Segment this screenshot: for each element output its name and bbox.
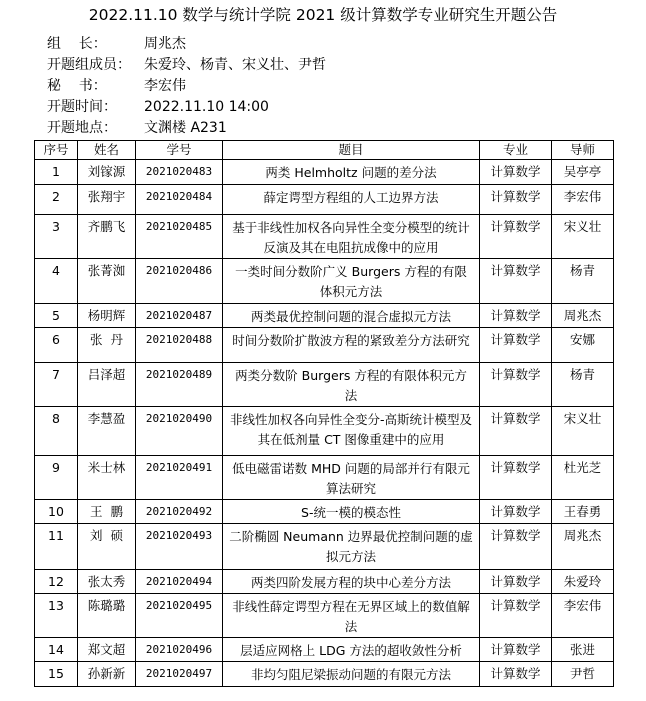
cell-name: 李慧盈 (78, 407, 136, 456)
cell-no: 14 (35, 638, 78, 662)
cell-id: 2021020489 (136, 363, 223, 407)
table-row (35, 662, 614, 687)
cell-no: 15 (35, 662, 78, 687)
table-row (35, 328, 614, 363)
header-no: 序号 (35, 141, 78, 160)
table-row (35, 456, 614, 500)
cell-no: 4 (35, 259, 78, 304)
cell-name: 张 丹 (78, 328, 136, 363)
cell-id: 2021020492 (136, 500, 223, 524)
cell-advisor: 吴亭亭 (552, 160, 614, 185)
header-advisor: 导师 (552, 141, 614, 160)
cell-advisor: 尹哲 (552, 662, 614, 687)
cell-name: 张翔宇 (78, 185, 136, 215)
cell-name: 陈璐璐 (78, 594, 136, 638)
cell-major: 计算数学 (480, 594, 552, 638)
table-row (35, 363, 614, 407)
cell-id: 2021020496 (136, 638, 223, 662)
cell-topic: 两类四阶发展方程的块中心差分方法 (223, 570, 480, 594)
cell-id: 2021020497 (136, 662, 223, 687)
cell-advisor: 宋义壮 (552, 215, 614, 259)
info-row-leader (47, 34, 186, 54)
cell-id: 2021020495 (136, 594, 223, 638)
cell-topic: 基于非线性加权各向异性全变分模型的统计反演及其在电阻抗成像中的应用 (223, 215, 480, 259)
cell-advisor: 李宏伟 (552, 594, 614, 638)
cell-advisor: 杨青 (552, 363, 614, 407)
cell-topic: 两类 Helmholtz 问题的差分法 (223, 160, 480, 185)
table-row (35, 570, 614, 594)
cell-id: 2021020484 (136, 185, 223, 215)
cell-advisor: 周兆杰 (552, 524, 614, 570)
cell-id: 2021020493 (136, 524, 223, 570)
cell-name: 刘 硕 (78, 524, 136, 570)
cell-advisor: 朱爱玲 (552, 570, 614, 594)
cell-id: 2021020485 (136, 215, 223, 259)
cell-topic: 一类时间分数阶广义 Burgers 方程的有限体积元方法 (223, 259, 480, 304)
table-row (35, 304, 614, 328)
cell-name: 张太秀 (78, 570, 136, 594)
cell-major: 计算数学 (480, 456, 552, 500)
info-label: 开题组成员： (47, 57, 131, 73)
cell-major: 计算数学 (480, 259, 552, 304)
table-row (35, 638, 614, 662)
cell-advisor: 李宏伟 (552, 185, 614, 215)
cell-major: 计算数学 (480, 328, 552, 363)
info-row-members (47, 55, 326, 75)
info-value: 李宏伟 (144, 78, 186, 94)
cell-no: 6 (35, 328, 78, 363)
cell-major: 计算数学 (480, 662, 552, 687)
info-value: 朱爱玲、杨青、宋义壮、尹哲 (144, 57, 326, 73)
table-row (35, 500, 614, 524)
table-row (35, 215, 614, 259)
cell-topic: 两类最优控制问题的混合虚拟元方法 (223, 304, 480, 328)
cell-name: 郑文超 (78, 638, 136, 662)
table-row (35, 594, 614, 638)
cell-name: 王 鹏 (78, 500, 136, 524)
cell-name: 孙新新 (78, 662, 136, 687)
cell-id: 2021020490 (136, 407, 223, 456)
cell-name: 齐鹏飞 (78, 215, 136, 259)
cell-no: 3 (35, 215, 78, 259)
cell-advisor: 安娜 (552, 328, 614, 363)
cell-no: 12 (35, 570, 78, 594)
cell-topic: 两类分数阶 Burgers 方程的有限体积元方法 (223, 363, 480, 407)
info-label: 开题时间： (47, 99, 117, 115)
table-row (35, 259, 614, 304)
cell-no: 8 (35, 407, 78, 456)
cell-no: 5 (35, 304, 78, 328)
cell-major: 计算数学 (480, 363, 552, 407)
cell-major: 计算数学 (480, 304, 552, 328)
header-id: 学号 (136, 141, 223, 160)
cell-major: 计算数学 (480, 160, 552, 185)
cell-topic: 非均匀阻尼梁振动问题的有限元方法 (223, 662, 480, 687)
table-header-row (35, 141, 614, 160)
cell-major: 计算数学 (480, 215, 552, 259)
cell-id: 2021020488 (136, 328, 223, 363)
cell-name: 刘镓源 (78, 160, 136, 185)
info-label: 开题地点： (47, 120, 117, 136)
cell-advisor: 杜光芝 (552, 456, 614, 500)
page-title: 2022.11.10 数学与统计学院 2021 级计算数学专业研究生开题公告 (88, 6, 558, 24)
table-row (35, 185, 614, 215)
cell-topic: 非线性加权各向异性全变分-高斯统计模型及其在低剂量 CT 图像重建中的应用 (223, 407, 480, 456)
cell-topic: S-统一模的模态性 (223, 500, 480, 524)
header-topic: 题目 (223, 141, 480, 160)
cell-advisor: 宋义壮 (552, 407, 614, 456)
cell-topic: 时间分数阶扩散波方程的紧致差分方法研究 (223, 328, 480, 363)
info-label: 组 长： (47, 36, 107, 52)
info-label: 秘 书： (47, 78, 107, 94)
table-row (35, 160, 614, 185)
cell-no: 7 (35, 363, 78, 407)
proposal-table (34, 140, 614, 687)
cell-major: 计算数学 (480, 500, 552, 524)
info-value: 周兆杰 (144, 36, 186, 52)
cell-major: 计算数学 (480, 185, 552, 215)
cell-no: 11 (35, 524, 78, 570)
cell-topic: 层适应网格上 LDG 方法的超收敛性分析 (223, 638, 480, 662)
cell-name: 张菁洳 (78, 259, 136, 304)
cell-advisor: 周兆杰 (552, 304, 614, 328)
cell-no: 13 (35, 594, 78, 638)
cell-topic: 非线性薛定谔型方程在无界区域上的数值解法 (223, 594, 480, 638)
info-row-time (47, 97, 269, 117)
info-row-secretary (47, 76, 186, 96)
cell-no: 10 (35, 500, 78, 524)
cell-topic: 薛定谔型方程组的人工边界方法 (223, 185, 480, 215)
info-value: 文渊楼 A231 (144, 120, 227, 136)
cell-major: 计算数学 (480, 638, 552, 662)
cell-advisor: 王春勇 (552, 500, 614, 524)
info-row-location (47, 118, 227, 138)
cell-advisor: 张进 (552, 638, 614, 662)
cell-no: 1 (35, 160, 78, 185)
cell-id: 2021020494 (136, 570, 223, 594)
cell-name: 吕泽超 (78, 363, 136, 407)
header-major: 专业 (480, 141, 552, 160)
info-value: 2022.11.10 14:00 (144, 99, 269, 115)
cell-major: 计算数学 (480, 524, 552, 570)
cell-id: 2021020491 (136, 456, 223, 500)
cell-name: 杨明辉 (78, 304, 136, 328)
cell-major: 计算数学 (480, 570, 552, 594)
cell-id: 2021020487 (136, 304, 223, 328)
header-name: 姓名 (78, 141, 136, 160)
cell-topic: 低电磁雷诺数 MHD 问题的局部并行有限元算法研究 (223, 456, 480, 500)
cell-name: 米士林 (78, 456, 136, 500)
cell-major: 计算数学 (480, 407, 552, 456)
cell-id: 2021020483 (136, 160, 223, 185)
cell-id: 2021020486 (136, 259, 223, 304)
cell-no: 2 (35, 185, 78, 215)
cell-topic: 二阶椭圆 Neumann 边界最优控制问题的虚拟元方法 (223, 524, 480, 570)
cell-advisor: 杨青 (552, 259, 614, 304)
cell-no: 9 (35, 456, 78, 500)
table-row (35, 407, 614, 456)
table-row (35, 524, 614, 570)
